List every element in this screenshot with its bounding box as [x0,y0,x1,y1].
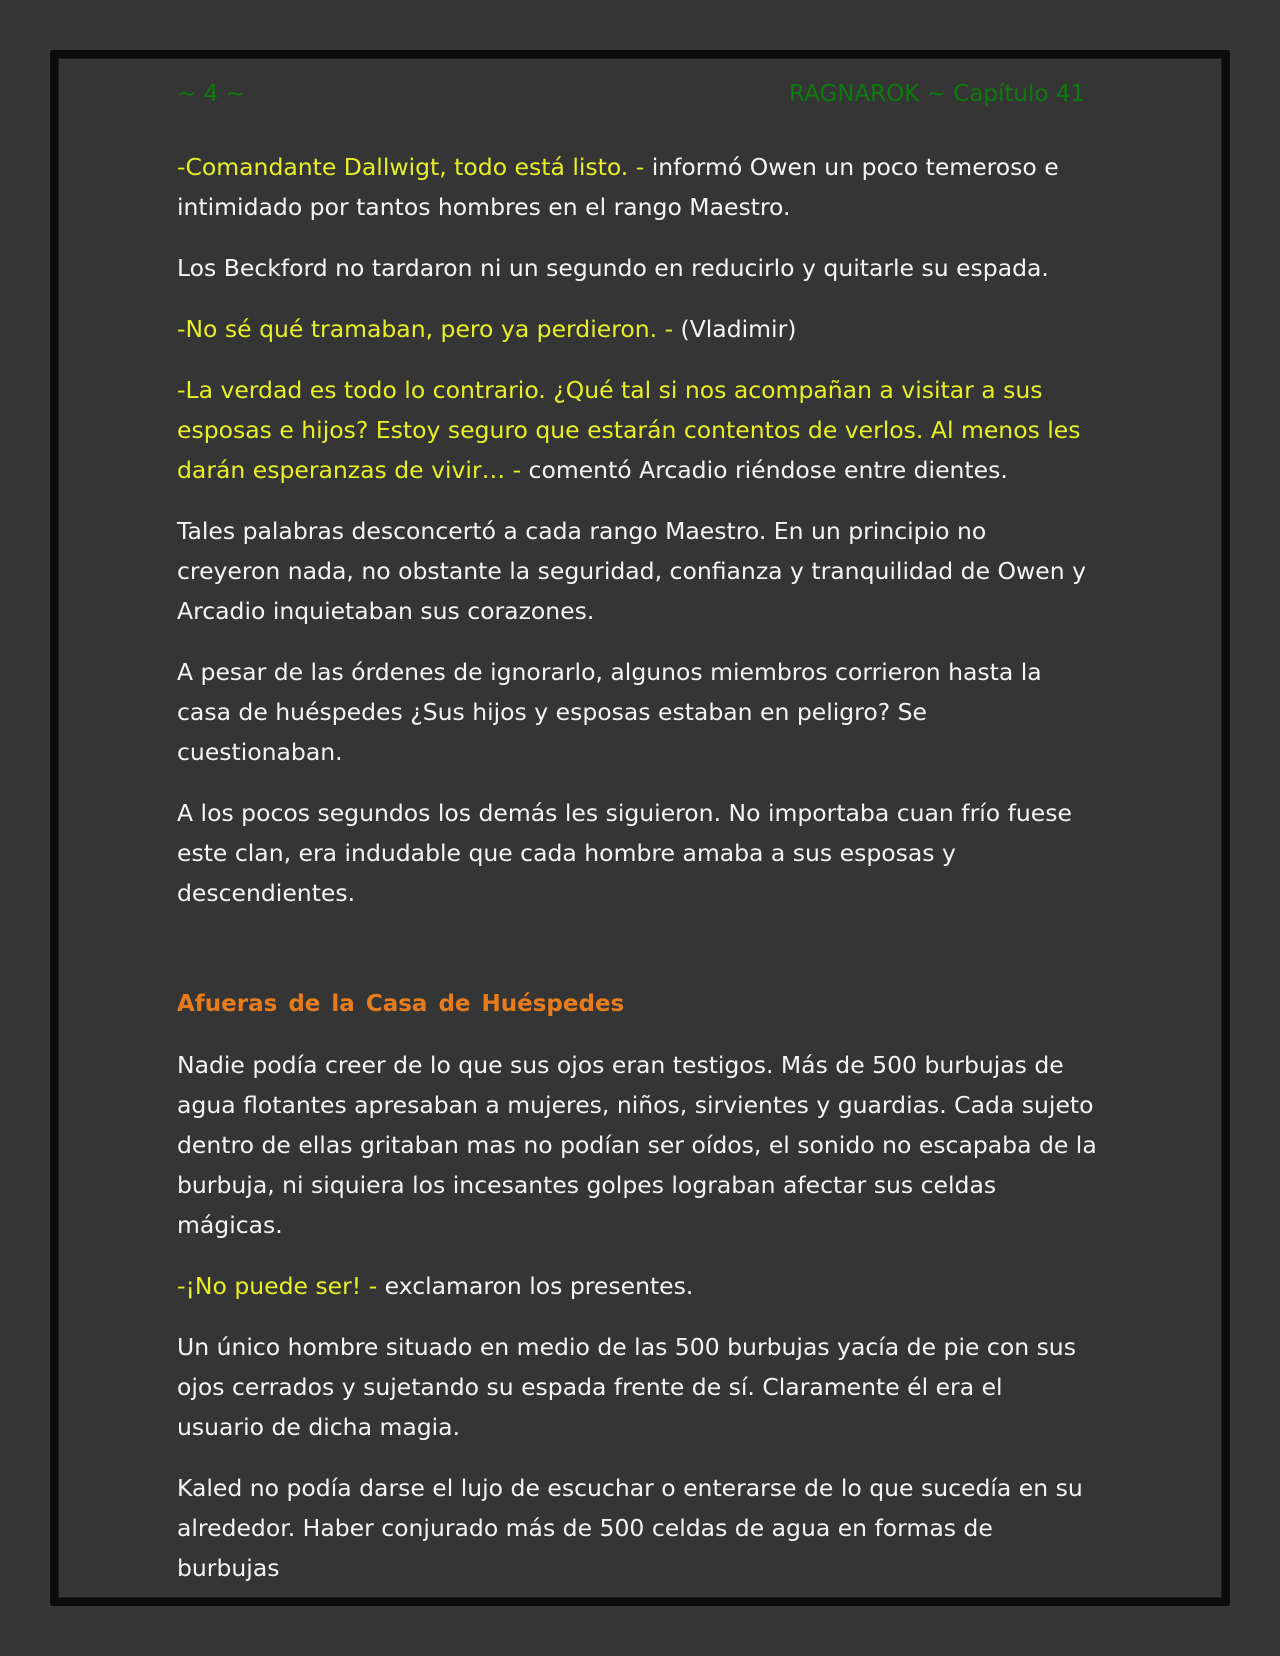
paragraph-8: Nadie podía creer de lo que sus ojos eran testigos. Más de 500 burbujas de agua flotantes apresaban a mujeres, niños, sirvientes y guardias. Cada sujeto dentro de ellas gritaban mas no podían ser oídos, el sonido no escapaba de la burbuja, ni siquiera los incesantes golpes lograban afectar sus celdas mágicas. [177,1051,1097,1239]
paragraph-10: Un único hombre situado en medio de las 500 burbujas yacía de pie con sus ojos cerrados y sujetando su espada frente de sí. Claramente él era el usuario de dicha magia. [177,1333,1076,1441]
paragraph-9 [177,1266,1097,1306]
page-number: ~ 4 ~ [177,81,245,107]
page-header [177,78,1085,110]
paragraph-2: Los Beckford no tardaron ni un segundo en reducirlo y quitarle su espada. [177,254,1049,282]
paragraph-11: Kaled no podía darse el lujo de escuchar o enterarse de lo que sucedía en su alrededor. Haber conjurado más de 500 celdas de agua en formas de burbujas [177,1474,1083,1582]
paragraph-6: A pesar de las órdenes de ignorarlo, algunos miembros corrieron hasta la casa de huéspedes ¿Sus hijos y esposas estaban en peligro? Se cuestionaban. [177,658,1042,766]
paragraph-4 [177,370,1097,490]
narration: comentó Arcadio riéndose entre dientes. [521,456,1008,484]
dialogue: -No sé qué tramaban, pero ya perdieron. - [177,315,674,343]
narration: exclamaron los presentes. [377,1272,694,1300]
narration: informó Owen un poco temeroso e intimidado por tantos hombres en el rango Maestro. [177,153,1059,221]
running-title: RAGNAROK ~ Capítulo 41 [789,81,1085,107]
dialogue: -La verdad es todo lo contrario. ¿Qué tal si nos acompañan a visitar a sus esposas e hijos? Estoy seguro que estarán contentos de verlos. Al menos les darán esperanzas de vivir… - [177,376,1081,484]
dialogue: -Comandante Dallwigt, todo está listo. - [177,153,645,181]
narration: (Vladimir) [673,315,797,343]
document-body [177,147,1097,1609]
section-title: Afueras de la Casa de Huéspedes [177,991,625,1017]
paragraph-7: A los pocos segundos los demás les siguieron. No importaba cuan frío fuese este clan, era indudable que cada hombre amaba a sus esposas y descendientes. [177,799,1072,907]
dialogue: -¡No puede ser! - [177,1272,378,1300]
paragraph-1 [177,147,1097,227]
paragraph-3 [177,309,1097,349]
paragraph-5: Tales palabras desconcertó a cada rango Maestro. En un principio no creyeron nada, no obstante la seguridad, confianza y tranquilidad de Owen y Arcadio inquietaban sus corazones. [177,517,1086,625]
